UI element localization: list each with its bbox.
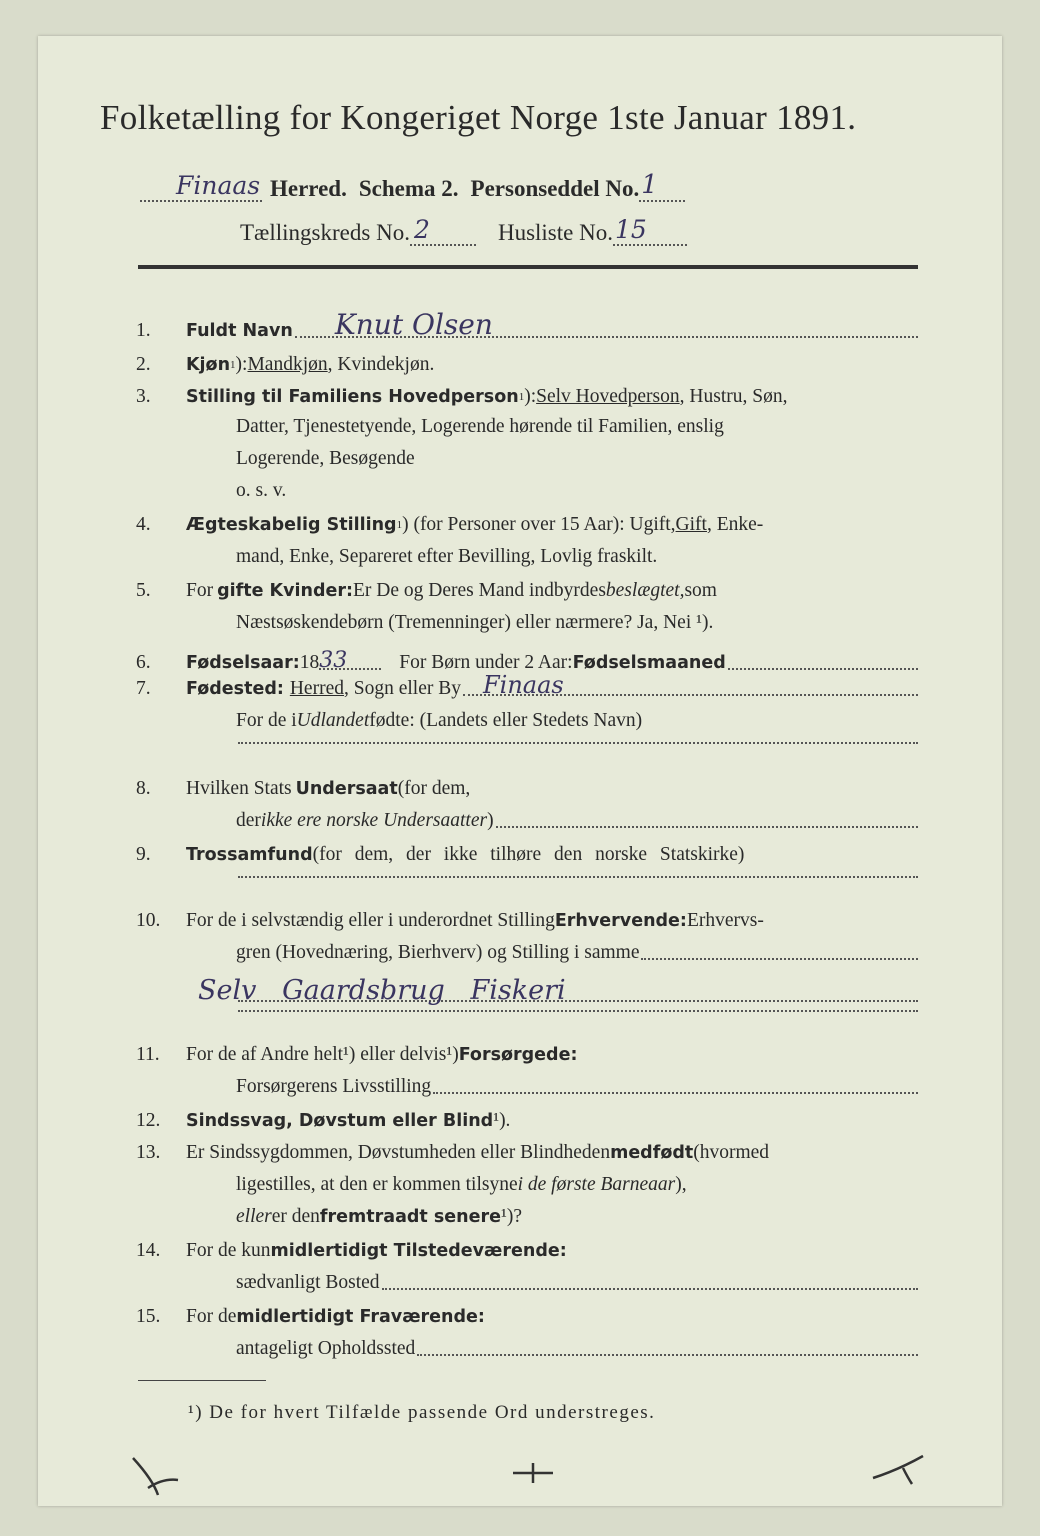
herred-label: Herred. <box>270 176 347 201</box>
personseddel-label: Personseddel No. <box>470 176 640 201</box>
personseddel-value: 1 <box>641 170 658 200</box>
husliste-label: Husliste No. <box>497 220 613 245</box>
full-name-label: Fuldt Navn <box>186 321 293 341</box>
corner-mark-left <box>128 1450 188 1500</box>
kjon-selected: Mandkjøn <box>247 354 328 375</box>
occupation-value: Selv Gaardsbrug Fiskeri <box>198 975 566 1006</box>
question-10: 10. For de i selvstændig eller i underordnet Stilling Erhvervende: Erhvervs- <box>136 910 764 931</box>
question-15: 15. For de midlertidigt Fraværende: <box>136 1306 485 1327</box>
question-5: 5. For gifte Kvinder: Er De og Deres Mand indbyrdes beslægtet, som <box>136 580 717 601</box>
question-8: 8. Hvilken Stats Undersaat (for dem, <box>136 778 471 799</box>
question-3: 3. Stilling til Familiens Hovedperson 1 ): Selv Hovedperson , Hustru, Søn, <box>136 384 920 410</box>
question-14: 14. For de kun midlertidigt Tilstedeværende: <box>136 1240 567 1261</box>
question-9: 9. Trossamfund (for dem, der ikke tilhøre den norske Statskirke) <box>136 844 745 865</box>
husliste-value: 15 <box>614 215 647 244</box>
corner-mark-right <box>868 1448 928 1488</box>
question-13: 13. Er Sindssygdommen, Døvstumheden eller Blindheden medfødt (hvormed <box>136 1142 770 1163</box>
center-mark <box>508 1458 558 1488</box>
taellingskreds-value: 2 <box>413 215 430 244</box>
header-line-2 <box>240 214 687 246</box>
question-11: 11. For de af Andre helt¹) eller delvis¹) Forsørgede: <box>136 1044 578 1065</box>
footnote: ¹) De for hvert Tilfælde passende Ord understreges. <box>188 1402 656 1423</box>
header-line-1 <box>140 170 685 202</box>
question-4: 4. Ægteskabelig Stilling 1 ) (for Personer over 15 Aar): Ugift, Gift , Enke- <box>136 512 920 538</box>
question-6: 6. Fødselsaar: 18 33 For Børn under 2 Aar: Fødselsmaaned <box>136 644 920 676</box>
full-name-value: Knut Olsen <box>334 308 493 341</box>
taellingskreds-label: Tællingskreds No. <box>240 220 410 245</box>
birthplace-type-selected: Herred <box>289 678 344 699</box>
herred-value: Finaas <box>176 171 261 200</box>
birth-year-value: 33 <box>319 648 348 673</box>
question-2: 2. Kjøn 1 ): Mandkjøn , Kvindekjøn. <box>136 352 920 378</box>
schema-label: Schema 2. <box>358 176 459 201</box>
civil-status-selected: Gift <box>675 514 707 535</box>
stilling-selected: Selv Hovedperson <box>536 386 680 407</box>
question-7: 7. Fødested: Herred , Sogn eller By Finaas <box>136 676 920 702</box>
footnote-divider <box>138 1380 266 1381</box>
birthplace-value: Finaas <box>482 671 564 699</box>
form-title: Folketælling for Kongeriget Norge 1ste Januar 1891. <box>100 98 857 137</box>
question-1: 1. Fuldt Navn Knut Olsen <box>136 318 920 344</box>
header-divider <box>138 265 918 269</box>
question-12: 12. Sindssvag, Døvstum eller Blind ¹). <box>136 1110 511 1131</box>
